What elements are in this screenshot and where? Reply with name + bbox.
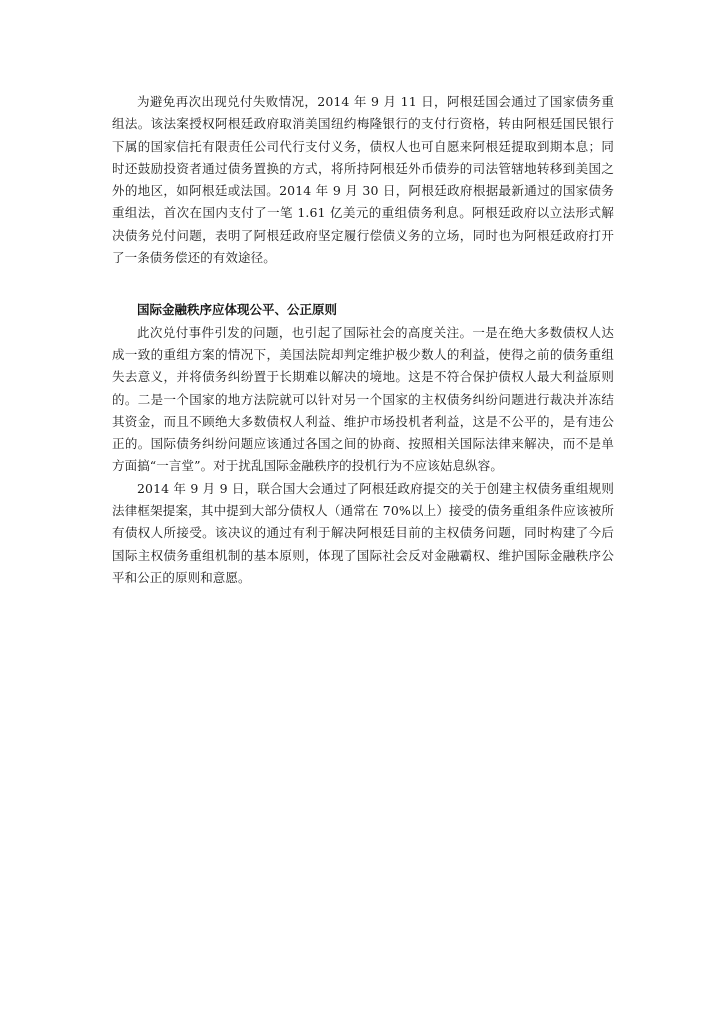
document-body	[112, 91, 614, 589]
intro-paragraph: 为避免再次出现兑付失败情况，2014 年 9 月 11 日，阿根廷国会通过了国家债务重组法。该法案授权阿根廷政府取消美国纽约梅隆银行的支付行资格，转由阿根廷国民银行下属的国家信托有限责任公司代行支付义务，债权人也可自愿来阿根廷提取到期本息；同时还鼓励投资者通过债务置换的方式，将所持阿根廷外币债券的司法管辖地转移到美国之外的地区，如阿根廷或法国。2014 年 9 月 30 日，阿根廷政府根据最新通过的国家债务重组法，首次在国内支付了一笔 1.61 亿美元的重组债务利息。阿根廷政府以立法形式解决债务兑付问题，表明了阿根廷政府坚定履行偿债义务的立场，同时也为阿根廷政府打开了一条债务偿还的有效途径。	[112, 94, 614, 266]
section-heading: 国际金融秩序应体现公平、公正原则	[137, 302, 338, 318]
section-paragraph-2: 2014 年 9 月 9 日，联合国大会通过了阿根廷政府提交的关于创建主权债务重组规则法律框架提案，其中提到大部分债权人（通常在 70%以上）接受的债务重组条件应该被所有债权人所接受。该决议的通过有利于解决阿根廷目前的主权债务问题，同时构建了今后国际主权债务重组机制的基本原则，体现了国际社会反对金融霸权、维护国际金融秩序公平和公正的原则和意愿。	[112, 480, 614, 585]
section-paragraph-1: 此次兑付事件引发的问题，也引起了国际社会的高度关注。一是在绝大多数债权人达成一致的重组方案的情况下，美国法院却判定维护极少数人的利益，使得之前的债务重组失去意义，并将债务纠纷置于长期难以解决的境地。这是不符合保护债权人最大利益原则的。二是一个国家的地方法院就可以针对另一个国家的主权债务纠纷问题进行裁决并冻结其资金，而且不顾绝大多数债权人利益、维护市场投机者利益，这是不公平的，是有违公正的。国际债务纠纷问题应该通过各国之间的协商、按照相关国际法律来解决，而不是单方面搞“一言堂”。对于扰乱国际金融秩序的投机行为不应该姑息纵容。	[112, 324, 614, 474]
